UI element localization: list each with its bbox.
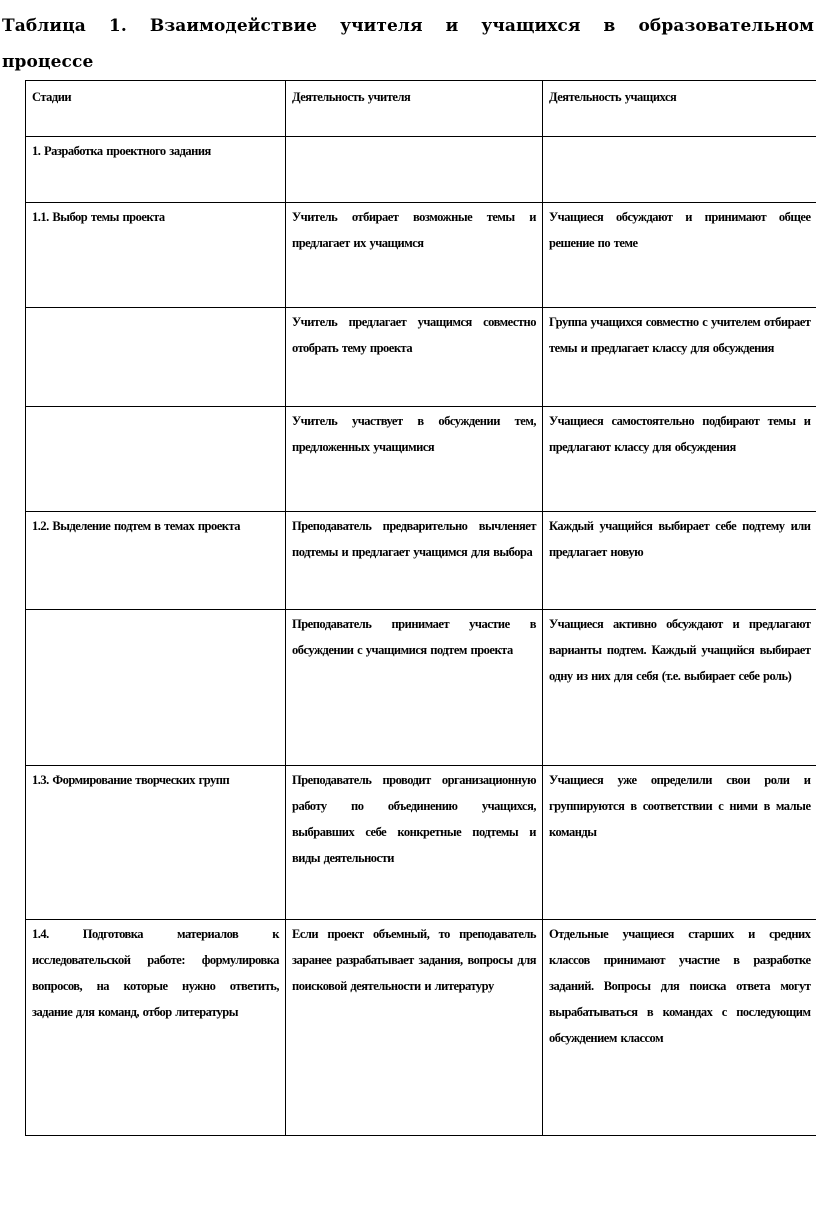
teacher-activity-cell	[286, 137, 543, 203]
teacher-student-interaction-table	[25, 80, 816, 1136]
table-row	[26, 512, 816, 610]
teacher-activity-cell: Учитель предлагает учащимся совместно отобрать тему проекта	[286, 308, 543, 407]
teacher-activity-cell: Учитель участвует в обсуждении тем, предложенных учащимися	[286, 407, 543, 512]
table-caption: Таблица 1. Взаимодействие учителя и учащихся в образовательном процессе	[2, 16, 814, 72]
student-activity-cell: Группа учащихся совместно с учителем отбирает темы и предлагает классу для обсуждения	[543, 308, 816, 407]
stage-cell: 1.2. Выделение подтем в темах проекта	[26, 512, 286, 610]
student-activity-cell: Каждый учащийся выбирает себе подтему или предлагает новую	[543, 512, 816, 610]
header-stages: Стадии	[26, 81, 286, 137]
teacher-activity-cell: Если проект объемный, то преподаватель заранее разрабатывает задания, вопросы для поисковой деятельности и литературу	[286, 920, 543, 1136]
stage-cell	[26, 308, 286, 407]
student-activity-cell: Учащиеся уже определили свои роли и группируются в соответствии с ними в малые команды	[543, 766, 816, 920]
teacher-activity-cell: Учитель отбирает возможные темы и предлагает их учащимся	[286, 203, 543, 308]
student-activity-cell: Учащиеся обсуждают и принимают общее решение по теме	[543, 203, 816, 308]
student-activity-cell: Учащиеся самостоятельно подбирают темы и предлагают классу для обсуждения	[543, 407, 816, 512]
stage-cell	[26, 610, 286, 766]
stage-cell: 1. Разработка проектного задания	[26, 137, 286, 203]
stage-cell: 1.4. Подготовка материалов к исследовательской работе: формулировка вопросов, на которые нужно ответить, задание для команд, отбор литературы	[26, 920, 286, 1136]
teacher-activity-cell: Преподаватель проводит организационную работу по объединению учащихся, выбравших себе конкретные подтемы и виды деятельности	[286, 766, 543, 920]
table-row	[26, 766, 816, 920]
table-row	[26, 308, 816, 407]
header-student-activity: Деятельность учащихся	[543, 81, 816, 137]
teacher-activity-cell: Преподаватель предварительно вычленяет подтемы и предлагает учащимся для выбора	[286, 512, 543, 610]
table-row	[26, 407, 816, 512]
table-row	[26, 610, 816, 766]
table-row	[26, 137, 816, 203]
stage-cell: 1.3. Формирование творческих групп	[26, 766, 286, 920]
stage-cell	[26, 407, 286, 512]
student-activity-cell	[543, 137, 816, 203]
stage-cell: 1.1. Выбор темы проекта	[26, 203, 286, 308]
table-row	[26, 920, 816, 1136]
teacher-activity-cell: Преподаватель принимает участие в обсуждении с учащимися подтем проекта	[286, 610, 543, 766]
header-teacher-activity: Деятельность учителя	[286, 81, 543, 137]
table-header-row	[26, 81, 816, 137]
student-activity-cell: Отдельные учащиеся старших и средних классов принимают участие в разработке заданий. Вопросы для поиска ответа могут вырабатываться в командах с последующим обсуждением классом	[543, 920, 816, 1136]
table-row	[26, 203, 816, 308]
student-activity-cell: Учащиеся активно обсуждают и предлагают варианты подтем. Каждый учащийся выбирает одну из них для себя (т.е. выбирает себе роль)	[543, 610, 816, 766]
